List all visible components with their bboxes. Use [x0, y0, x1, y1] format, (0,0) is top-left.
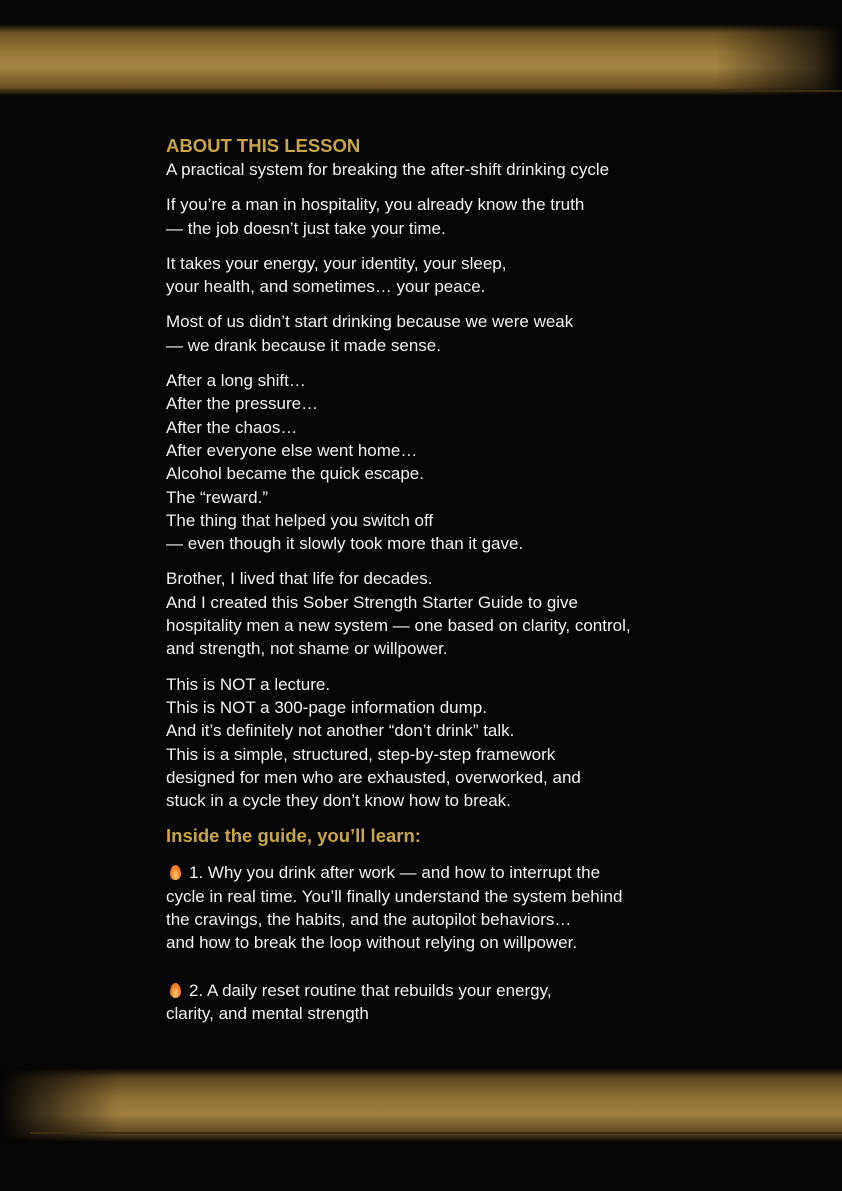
learn-item-line [166, 979, 706, 1002]
paragraph-line: After the chaos… [166, 417, 298, 437]
learn-item-line [166, 908, 706, 931]
paragraph [166, 567, 706, 660]
learn-item-text: and how to break the loop without relying on willpower. [166, 933, 578, 953]
learn-item-text: cycle in real time. You’ll finally understand the system behind [166, 886, 623, 906]
paragraph-line: Alcohol became the quick escape. [166, 464, 424, 484]
paragraph-line: Brother, I lived that life for decades. [166, 569, 433, 589]
paragraph-line: your health, and sometimes… your peace. [166, 277, 486, 297]
gold-brushstroke-top [0, 24, 842, 96]
learn-item-text: the cravings, the habits, and the autopilot behaviors… [166, 910, 572, 930]
paragraph-line: stuck in a cycle they don’t know how to break. [166, 791, 511, 811]
paragraph-line: The thing that helped you switch off [166, 510, 434, 530]
paragraph-line: After a long shift… [166, 371, 306, 391]
paragraph [166, 252, 706, 299]
learn-item-line [166, 885, 706, 908]
paragraph-line: — even though it slowly took more than it gave. [166, 534, 524, 554]
divider-bottom [30, 1132, 842, 1134]
paragraph-line: If you’re a man in hospitality, you already know the truth [166, 195, 585, 215]
section-heading: ABOUT THIS LESSON [166, 135, 361, 156]
paragraph [166, 310, 706, 357]
paragraph-line: And I created this Sober Strength Starter Guide to give [166, 592, 579, 612]
learn-item [166, 979, 706, 1026]
learn-item-text: clarity, and mental strength [166, 1003, 369, 1023]
learn-item [166, 861, 706, 954]
paragraph-line: The “reward.” [166, 487, 269, 507]
learn-item-line [166, 1002, 706, 1025]
paragraph-line: hospitality men a new system — one based on clarity, control, [166, 616, 631, 636]
paragraph-line: It takes your energy, your identity, your sleep, [166, 253, 507, 273]
paragraph-line: and strength, not shame or willpower. [166, 639, 448, 659]
fire-icon [170, 983, 181, 998]
paragraph [166, 369, 706, 555]
fire-icon [170, 865, 181, 880]
learn-item-line [166, 931, 706, 954]
learn-item-line [166, 861, 706, 884]
paragraph [166, 193, 706, 240]
lesson-subtitle: A practical system for breaking the after-shift drinking cycle [166, 160, 610, 179]
lesson-content [166, 134, 706, 1025]
paragraph [166, 673, 706, 813]
paragraph-line: Most of us didn’t start drinking because we were weak [166, 312, 574, 332]
paragraph-line: designed for men who are exhausted, overworked, and [166, 767, 581, 787]
paragraph-line: This is NOT a lecture. [166, 674, 331, 694]
gold-brushstroke-bottom [0, 1068, 842, 1142]
learn-item-text: 2. A daily reset routine that rebuilds your energy, [189, 980, 552, 1000]
learn-heading: Inside the guide, you’ll learn: [166, 825, 421, 847]
paragraph-line: This is a simple, structured, step-by-step framework [166, 744, 556, 764]
paragraph-line: After everyone else went home… [166, 440, 418, 460]
learn-item-text: 1. Why you drink after work — and how to interrupt the [189, 863, 601, 883]
paragraph-line: This is NOT a 300-page information dump. [166, 697, 487, 717]
divider-top [0, 90, 842, 92]
paragraph-line: — we drank because it made sense. [166, 335, 441, 355]
paragraph-line: — the job doesn’t just take your time. [166, 218, 446, 238]
paragraph-line: And it’s definitely not another “don’t drink” talk. [166, 721, 515, 741]
paragraph-line: After the pressure… [166, 394, 319, 414]
